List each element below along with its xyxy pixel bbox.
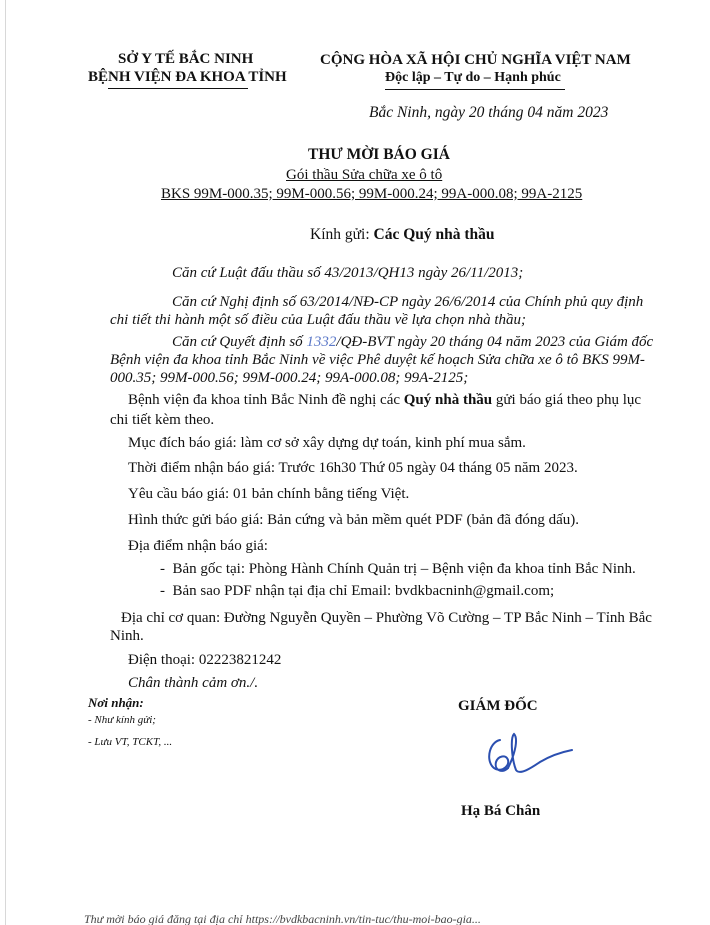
request-line2: chi tiết kèm theo.: [110, 412, 215, 428]
package-name: Gói thầu Sửa chữa xe ô tô: [286, 167, 443, 183]
basis-decision-line1: [172, 334, 653, 351]
page-edge-line: [5, 0, 6, 925]
greeting-prefix: Kính gửi:: [310, 226, 374, 243]
location-item-pdf-text: Bản sao PDF nhận tại địa chỉ Email: bvdkbacninh@gmail.com;: [172, 583, 555, 599]
greeting: [310, 226, 495, 244]
location-label: Địa điểm nhận báo giá:: [128, 538, 268, 554]
signer-name: Hạ Bá Chân: [461, 803, 541, 819]
location-item-original: - Bản gốc tại: Phòng Hành Chính Quản trị – Bệnh viện đa khoa tỉnh Bắc Ninh.: [160, 561, 636, 577]
request-suffix: gửi báo giá theo phụ lục: [492, 392, 642, 408]
nation-line-2: Độc lập – Tự do – Hạnh phúc: [385, 70, 561, 85]
recipient-item: - Lưu VT, TCKT, ...: [88, 736, 173, 748]
phone: Điện thoại: 02223821242: [128, 652, 282, 668]
requirement: Yêu cầu báo giá: 01 bản chính bằng tiếng Việt.: [128, 486, 410, 502]
basis-decision-prefix: Căn cứ Quyết định số: [172, 334, 307, 350]
decision-number-handwritten: 1332: [306, 334, 337, 350]
submission-method: Hình thức gửi báo giá: Bản cứng và bản mềm quét PDF (bản đã đóng dấu).: [128, 512, 579, 528]
greeting-recipient: Các Quý nhà thầu: [373, 226, 495, 243]
basis-law: Căn cứ Luật đấu thầu số 43/2013/QH13 ngày 26/11/2013;: [172, 265, 524, 281]
location-item-original-text: Bản gốc tại: Phòng Hành Chính Quản trị – Bệnh viện đa khoa tỉnh Bắc Ninh.: [172, 561, 636, 577]
handwritten-signature: [478, 730, 578, 788]
request-prefix: Bệnh viện đa khoa tỉnh Bắc Ninh đề nghị các: [128, 392, 404, 408]
basis-decision-line2: Bệnh viện đa khoa tỉnh Bắc Ninh về việc Phê duyệt kế hoạch Sửa chữa xe ô tô BKS 99M-: [110, 352, 645, 368]
org-line-1: SỞ Y TẾ BẮC NINH: [118, 51, 254, 67]
org-line-2: BỆNH VIỆN ĐA KHOA TỈNH: [88, 69, 287, 85]
purpose: Mục đích báo giá: làm cơ sở xây dựng dự toán, kinh phí mua sắm.: [128, 435, 526, 451]
signer-title: GIÁM ĐỐC: [458, 698, 538, 714]
address-line2: Ninh.: [110, 628, 144, 644]
basis-decree-line2: chi tiết thi hành một số điều của Luật đấu thầu về lựa chọn nhà thầu;: [110, 312, 527, 328]
deadline: Thời điểm nhận báo giá: Trước 16h30 Thứ 05 ngày 04 tháng 05 năm 2023.: [128, 460, 578, 476]
basis-decision-line3: 000.35; 99M-000.56; 99M-000.24; 99A-000.08; 99A-2125;: [110, 370, 469, 386]
place-date: Bắc Ninh, ngày 20 tháng 04 năm 2023: [369, 104, 609, 121]
closing: Chân thành cảm ơn./.: [128, 675, 259, 691]
doc-title: THƯ MỜI BÁO GIÁ: [308, 146, 450, 163]
org-underline: [108, 88, 248, 89]
basis-decree-line1: Căn cứ Nghị định số 63/2014/NĐ-CP ngày 26/6/2014 của Chính phủ quy định: [172, 294, 644, 310]
recipients-label: Nơi nhận:: [88, 695, 144, 710]
nation-underline: [385, 89, 565, 90]
request-bold: Quý nhà thầu: [403, 392, 493, 408]
recipient-item: - Như kính gửi;: [88, 714, 156, 726]
footer-note: Thư mời báo giá đăng tại địa chỉ https://bvdkbacninh.vn/tin-tuc/thu-moi-bao-gia...: [84, 912, 481, 925]
location-item-pdf: - Bản sao PDF nhận tại địa chỉ Email: bvdkbacninh@gmail.com;: [160, 583, 555, 599]
basis-decision-suffix: /QĐ-BVT ngày 20 tháng 04 năm 2023 của Giám đốc: [336, 334, 654, 350]
address-line1: Địa chỉ cơ quan: Đường Nguyễn Quyền – Phường Võ Cường – TP Bắc Ninh – Tỉnh Bắc: [121, 610, 652, 626]
nation-line-1: CỘNG HÒA XÃ HỘI CHỦ NGHĨA VIỆT NAM: [320, 52, 631, 68]
vehicle-plates: BKS 99M-000.35; 99M-000.56; 99M-000.24; 99A-000.08; 99A-2125: [161, 186, 583, 202]
request-line1: [128, 392, 641, 409]
